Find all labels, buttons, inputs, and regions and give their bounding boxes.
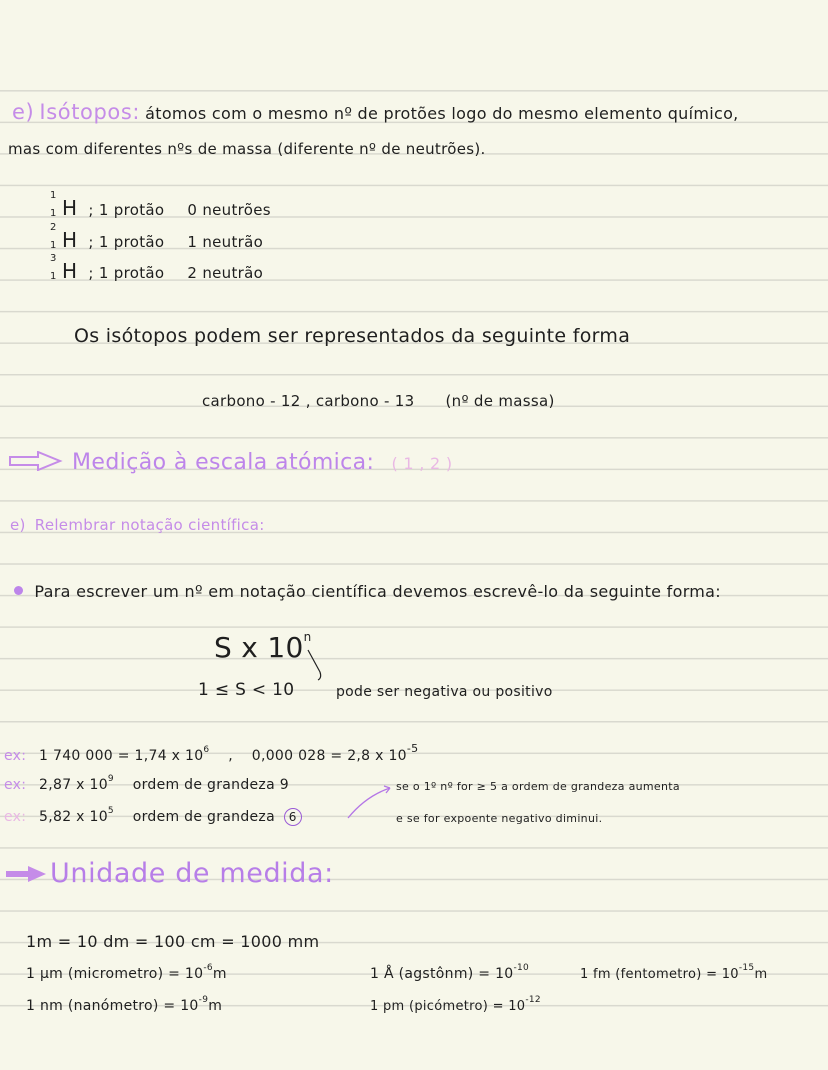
unit-symbol: m [212, 966, 227, 982]
formula-condition: 1 ≤ S < 10 [198, 680, 295, 700]
order-of-magnitude: ordem de grandeza 9 [132, 777, 289, 793]
magnitude-rule-1: se o 1º nº for ≥ 5 a ordem de grandeza aumenta [396, 780, 680, 793]
example-value: 5,82 x 10 [39, 809, 108, 825]
unit-exponent: -15 [738, 963, 755, 973]
section-marker: e) [10, 516, 26, 534]
isotope-row [50, 253, 264, 283]
curved-arrow-icon [346, 776, 396, 826]
unit-definition: 1 fm (fentometro) = 10 [580, 967, 739, 982]
unit-definition: 1 Å (agstônm) = 10 [370, 966, 514, 982]
proton-count: ; 1 protão [88, 233, 165, 251]
mass-number: 2 [50, 222, 57, 233]
unit-symbol: m [754, 967, 768, 982]
order-of-magnitude: ordem de grandeza [132, 809, 275, 825]
paper-top-margin [0, 0, 828, 90]
pointer-arrow-icon [304, 648, 334, 688]
mass-number: 3 [50, 253, 57, 264]
example-separator: , [228, 748, 233, 764]
isotopes-title: Isótopos: [39, 100, 141, 124]
outline-arrow-icon [8, 451, 68, 471]
example-value: 0,000 028 = 2,8 x 10 [251, 748, 407, 764]
unit-exponent: -12 [525, 995, 541, 1005]
unit-definition: 1 μm (micrometro) = 10 [26, 966, 204, 982]
atomic-number: 1 [50, 240, 57, 251]
notation-subsection-heading [10, 516, 265, 534]
bullet-dot-icon [14, 586, 23, 595]
formula-base: S x 10 [214, 631, 304, 664]
circled-order-value: 6 [284, 808, 302, 826]
notation-bullet-text: Para escrever um nº em notação científica devemos escrevê-lo da seguinte forma: [34, 582, 721, 601]
isotope-row [50, 190, 271, 220]
mass-number-note: (nº de massa) [445, 392, 555, 410]
isotopes-definition-2: mas com diferentes nºs de massa (diferente nº de neutrões). [8, 140, 486, 158]
neutron-count: 1 neutrão [187, 233, 264, 251]
filled-arrow-icon [6, 866, 46, 882]
unit-exponent: -10 [513, 963, 530, 973]
neutron-count: 2 neutrão [187, 264, 264, 282]
atomic-number: 1 [50, 208, 57, 219]
example-row [4, 806, 302, 826]
notation-subsection-title: Relembrar notação científica: [34, 516, 265, 534]
notation-bullet [14, 582, 721, 601]
angstrom-row [370, 963, 529, 982]
example-value: 2,87 x 10 [39, 777, 108, 793]
element-symbol: H [62, 259, 78, 283]
mass-number: 1 [50, 190, 57, 201]
unit-exponent: -9 [198, 995, 209, 1005]
example-label: ex: [4, 809, 27, 825]
unit-symbol: m [208, 998, 223, 1014]
element-symbol: H [62, 228, 78, 252]
atomic-scale-heading-line [72, 450, 452, 475]
nanometer-row [26, 995, 222, 1014]
proton-count: ; 1 protão [88, 201, 165, 219]
meter-conversions: 1m = 10 dm = 100 cm = 1000 mm [26, 932, 320, 951]
unit-definition: 1 nm (nanómetro) = 10 [26, 998, 199, 1014]
example-exponent: 5 [107, 806, 114, 816]
representation-example-line [202, 392, 555, 410]
example-value: 1 740 000 = 1,74 x 10 [39, 748, 204, 764]
example-row [4, 742, 418, 764]
paper-bottom-margin [0, 1016, 828, 1070]
unit-definition: 1 pm (picómetro) = 10 [370, 999, 526, 1014]
section-marker: e) [12, 100, 35, 124]
element-symbol: H [62, 196, 78, 220]
representation-text: Os isótopos podem ser representados da seguinte forma [74, 325, 631, 347]
isotopes-definition-1: átomos com o mesmo nº de protões logo do mesmo elemento químico, [145, 104, 739, 123]
isotope-row [50, 222, 264, 252]
example-exponent: -5 [406, 742, 419, 755]
femtometer-row [580, 963, 767, 982]
pages-note: ( 1 , 2 ) [391, 454, 453, 473]
formula-exponent: n [303, 630, 312, 644]
example-label: ex: [4, 748, 27, 764]
isotopes-heading-line [12, 100, 739, 124]
magnitude-rule-2: e se for expoente negativo diminui. [396, 812, 603, 825]
proton-count: ; 1 protão [88, 264, 165, 282]
atomic-number: 1 [50, 271, 57, 282]
example-label: ex: [4, 777, 27, 793]
units-title: Unidade de medida: [50, 858, 334, 889]
picometer-row [370, 995, 541, 1014]
example-exponent: 6 [203, 745, 210, 755]
formula-note: pode ser negativa ou positivo [336, 684, 553, 700]
example-row [4, 774, 289, 793]
example-exponent: 9 [107, 774, 114, 784]
neutron-count: 0 neutrões [187, 201, 271, 219]
notation-formula [214, 630, 311, 664]
unit-exponent: -6 [203, 963, 213, 973]
atomic-scale-title: Medição à escala atómica: [72, 450, 375, 475]
carbon-examples: carbono - 12 , carbono - 13 [202, 392, 415, 410]
micrometer-row [26, 963, 227, 982]
